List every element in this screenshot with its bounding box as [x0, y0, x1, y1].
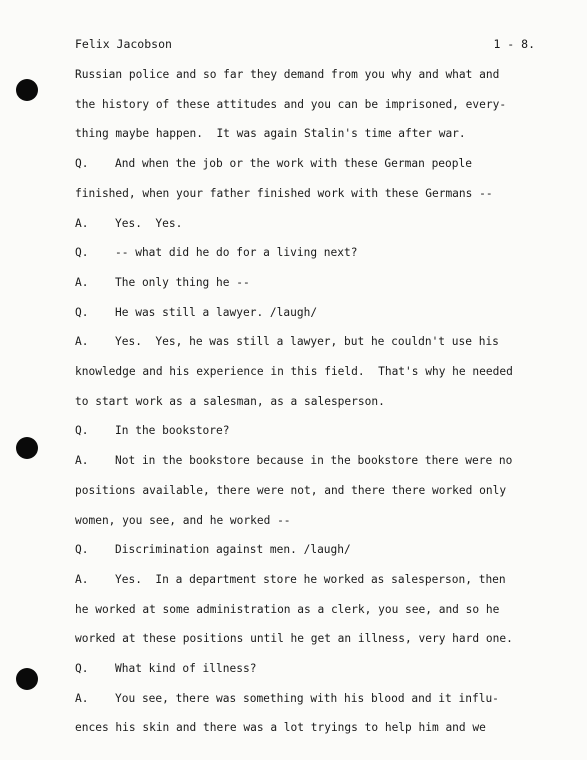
- line-text: Not in the bookstore because in the bookstore there were no: [115, 454, 513, 468]
- transcript-line: [75, 603, 545, 617]
- line-text: worked at these positions until he get an illness, very hard one.: [75, 632, 513, 646]
- speaker-label: A.: [75, 216, 89, 230]
- line-text: -- what did he do for a living next?: [115, 246, 358, 260]
- page-header: [75, 37, 535, 53]
- speaker-label: A.: [75, 335, 89, 349]
- speaker-label: Q.: [75, 246, 89, 260]
- speaker-label: A.: [75, 691, 89, 705]
- line-text: And when the job or the work with these German people: [115, 157, 472, 171]
- transcript-line: [75, 573, 545, 587]
- line-text: he worked at some administration as a clerk, you see, and so he: [75, 602, 500, 616]
- transcript-line: [75, 454, 545, 468]
- line-text: Discrimination against men. /laugh/: [115, 543, 351, 557]
- line-text: the history of these attitudes and you can be imprisoned, every-: [75, 97, 507, 111]
- line-text: women, you see, and he worked --: [75, 513, 291, 527]
- speaker-label: Q.: [75, 662, 89, 675]
- transcript-line: [75, 395, 545, 409]
- line-text: thing maybe happen. It was again Stalin's time after war.: [75, 127, 466, 141]
- punch-hole: [16, 668, 38, 690]
- transcript-line: [75, 276, 545, 290]
- transcript-line: [75, 662, 545, 676]
- transcript-line: [75, 306, 545, 320]
- transcript-line: [75, 514, 545, 528]
- line-text: Yes. Yes, he was still a lawyer, but he couldn't use his: [115, 335, 499, 349]
- transcript-line: [75, 335, 545, 349]
- speaker-label: A.: [75, 275, 89, 289]
- transcript-line: [75, 632, 545, 646]
- line-text: to start work as a salesman, as a salesperson.: [75, 394, 385, 408]
- line-text: knowledge and his experience in this field. That's why he needed: [75, 365, 513, 378]
- punch-hole: [16, 437, 38, 459]
- line-text: ences his skin and there was a lot tryings to help him and we: [75, 721, 486, 735]
- transcript-line: [75, 246, 545, 260]
- punch-hole: [16, 79, 38, 101]
- line-text: The only thing he --: [115, 275, 250, 289]
- transcript-line: [75, 424, 545, 438]
- transcript-line: [75, 98, 545, 112]
- transcript-line: [75, 365, 545, 379]
- transcript-line: [75, 543, 545, 557]
- line-text: Russian police and so far they demand from you why and what and: [75, 68, 500, 81]
- speaker-label: Q.: [75, 305, 89, 319]
- line-text: In the bookstore?: [115, 424, 230, 438]
- line-text: positions available, there were not, and there there worked only: [75, 483, 507, 497]
- transcript-line: [75, 484, 545, 498]
- transcript-line: [75, 68, 545, 82]
- line-text: Yes. Yes.: [115, 216, 183, 230]
- transcript-line: [75, 692, 545, 706]
- line-text: finished, when your father finished work with these Germans --: [75, 186, 493, 200]
- speaker-label: A.: [75, 454, 89, 468]
- speaker-label: A.: [75, 572, 89, 586]
- speaker-label: Q.: [75, 157, 89, 171]
- transcript-line: [75, 721, 545, 735]
- speaker-label: Q.: [75, 424, 89, 438]
- transcript-line: [75, 127, 545, 141]
- transcript-line: [75, 157, 545, 171]
- transcript-line: [75, 217, 545, 231]
- interviewee-name: Felix Jacobson: [75, 37, 172, 51]
- page-number: 1 - 8.: [493, 37, 535, 51]
- transcript-line: [75, 187, 545, 201]
- line-text: You see, there was something with his blood and it influ-: [115, 691, 499, 705]
- line-text: What kind of illness?: [115, 662, 257, 675]
- line-text: Yes. In a department store he worked as salesperson, then: [115, 572, 506, 586]
- speaker-label: Q.: [75, 543, 89, 557]
- line-text: He was still a lawyer. /laugh/: [115, 305, 318, 319]
